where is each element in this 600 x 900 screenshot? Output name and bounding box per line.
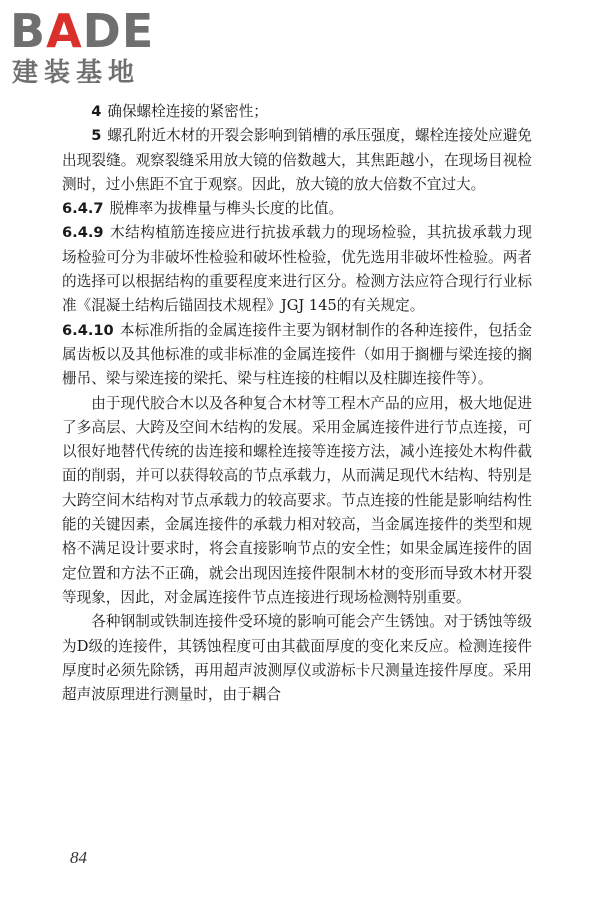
clause-6-4-10: 6.4.10 本标准所指的金属连接件主要为钢材制作的各种连接件，包括金属齿板以及其他标准的或非标准的金属连接件（如用于搁栅与梁连接的搁栅吊、梁与梁连接的梁托、梁与柱连接的柱帽以及柱脚连接件等）。 (62, 321, 532, 388)
site-logo (10, 6, 180, 90)
clause-6-4-7: 6.4.7 脱榫率为拔榫量与榫头长度的比值。 (62, 200, 344, 218)
clause-6-4-9: 6.4.9 木结构植筋连接应进行抗拔承载力的现场检验，其抗拔承载力现场检验可分为非破坏性检验和破坏性检验，优先选用非破坏性检验。两者的选择可以根据结构的重要程度来进行区分。检测方法应符合现行行业标准《混凝土结构后锚固技术规程》JGJ 145的有关规定。 (62, 224, 532, 315)
logo-subtitle: 建装基地 (12, 58, 141, 88)
paragraph: 由于现代胶合木以及各种复合木材等工程木产品的应用，极大地促进了多高层、大跨及空间木结构的发展。采用金属连接件进行节点连接，可以很好地替代传统的齿连接和螺栓连接等连接方法，减小连接处木构件截面的削弱，并可以获得较高的节点承载力，从而满足现代木结构、特别是大跨空间木结构对节点承载力的较高要求。节点连接的性能是影响结构性能的关键因素，金属连接件的承载力相对较高，当金属连接件的类型和规格不满足设计要求时，将会直接影响节点的安全性；如果金属连接件的固定位置和方法不正确，就会出现因连接件限制木材的变形而导致木材开裂等现象，因此，对金属连接件节点连接进行现场检测特别重要。 (62, 394, 532, 606)
paragraph: 各种钢制或铁制连接件受环境的影响可能会产生锈蚀。对于锈蚀等级为D级的连接件，其锈蚀程度可由其截面厚度的变化来反应。检测连接件厚度时必须先除锈，再用超声波测厚仪或游标卡尺测量连接件厚度。采用超声波原理进行测量时，由于耦合 (62, 613, 532, 704)
list-item: 5 螺孔附近木材的开裂会影响到销槽的承压强度，螺栓连接处应避免出现裂缝。观察裂缝采用放大镜的倍数越大，其焦距越小，在现场目视检测时，过小焦距不宜于观察。因此，放大镜的放大倍数不宜过大。 (62, 127, 532, 193)
page-body (62, 100, 532, 707)
logo-wordmark: BADE (10, 4, 155, 58)
page-number: 84 (70, 848, 87, 867)
list-item: 4 确保螺栓连接的紧密性； (91, 103, 268, 120)
